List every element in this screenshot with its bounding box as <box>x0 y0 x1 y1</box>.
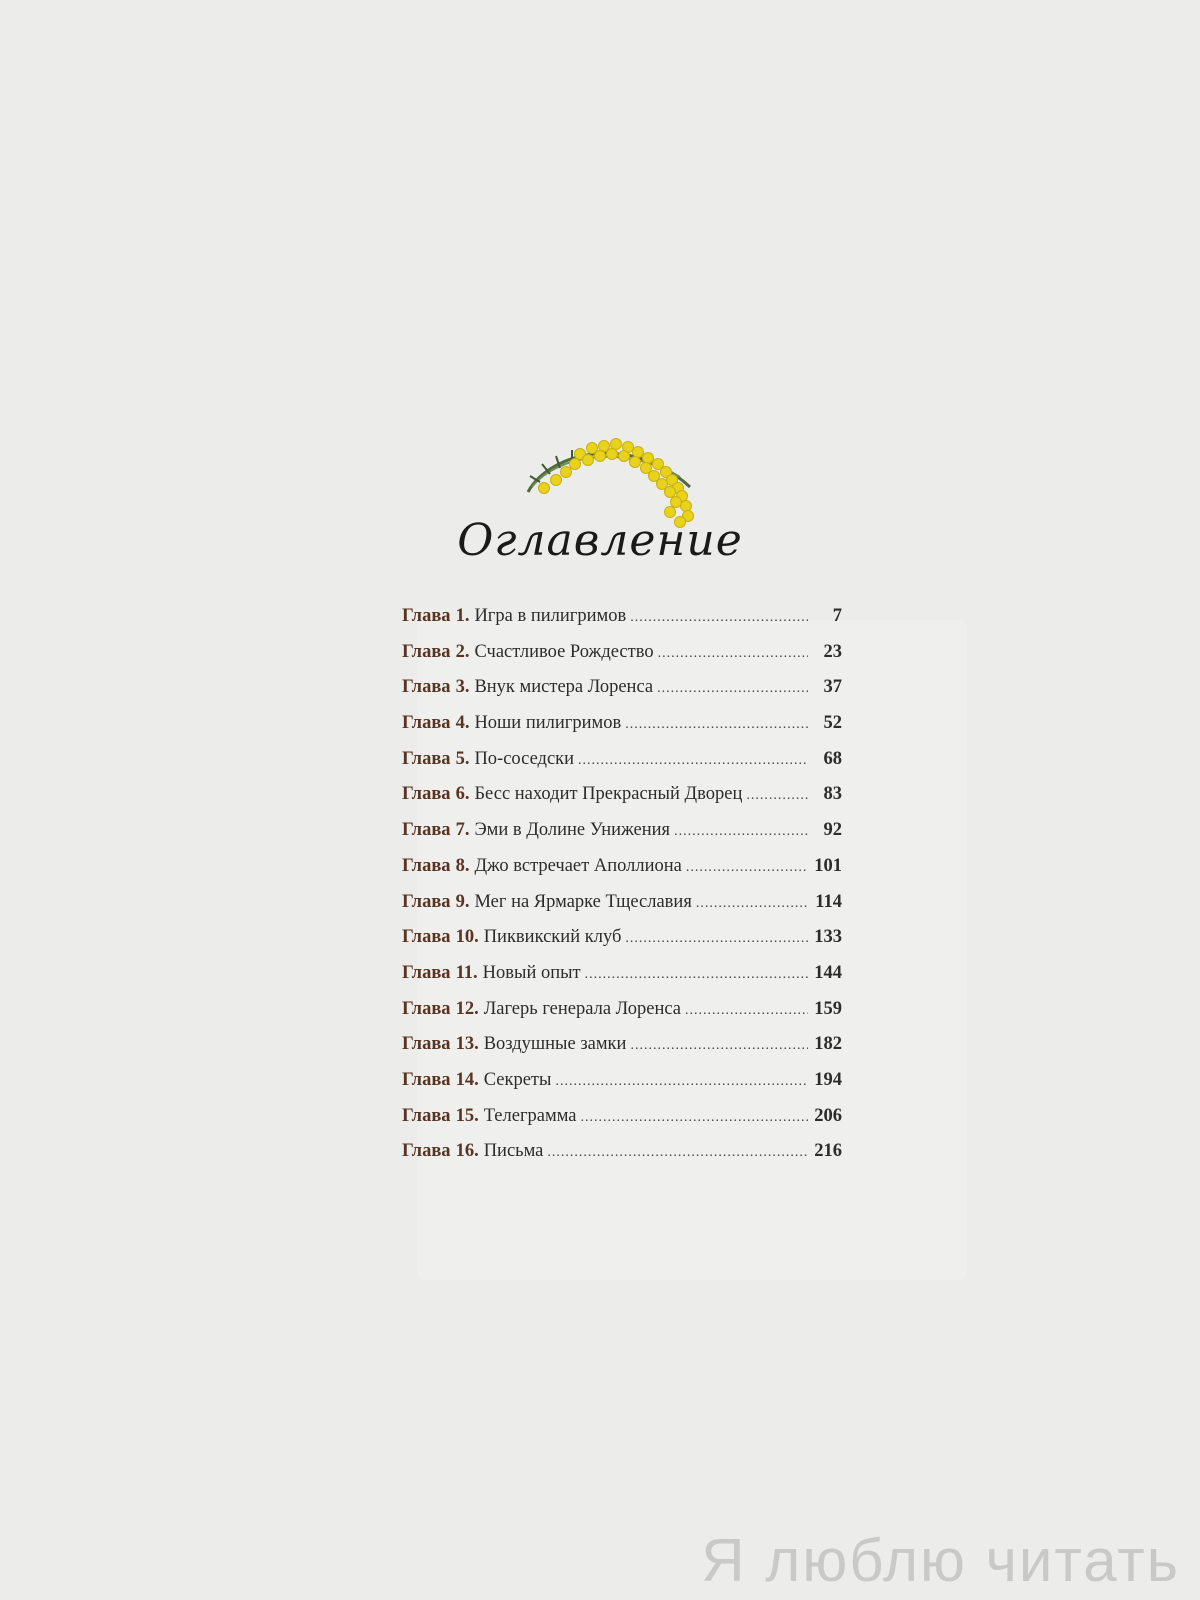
chapter-number: 8. <box>455 855 470 876</box>
page-number: 114 <box>815 891 842 912</box>
chapter-label: Глава <box>402 1069 451 1090</box>
watermark: Я люблю читать <box>701 1527 1180 1594</box>
chapter-title: Ноши пилигримов <box>474 713 622 734</box>
toc-entry[interactable] <box>402 606 842 642</box>
chapter-label: Глава <box>402 784 451 805</box>
page-number: 7 <box>832 606 842 626</box>
chapter-title: Секреты <box>483 1069 552 1090</box>
toc-entry[interactable] <box>402 677 842 713</box>
chapter-label: Глава <box>402 1105 451 1126</box>
mimosa-blossom <box>630 457 641 468</box>
dot-leader <box>555 1074 808 1090</box>
chapter-title: Бесс находит Прекрасный Дворец <box>474 784 743 805</box>
chapter-number: 3. <box>455 677 470 698</box>
mimosa-blossom <box>671 497 682 508</box>
dot-leader <box>547 1145 808 1161</box>
toc-entry[interactable] <box>402 820 842 856</box>
chapter-label: Глава <box>402 641 451 662</box>
dot-leader <box>657 681 808 697</box>
chapter-label: Глава <box>402 891 451 912</box>
chapter-title: Телеграмма <box>483 1105 577 1126</box>
mimosa-blossom <box>561 467 572 478</box>
chapter-label: Глава <box>402 606 451 626</box>
dot-leader <box>585 967 808 983</box>
page-number: 23 <box>823 641 842 662</box>
page-number: 216 <box>814 1141 842 1162</box>
mimosa-blossom <box>607 449 618 460</box>
toc-entry[interactable] <box>402 927 842 963</box>
toc-entry[interactable] <box>402 856 842 892</box>
chapter-number: 1. <box>455 606 470 626</box>
chapter-number: 13. <box>455 1034 479 1055</box>
toc-entry[interactable] <box>402 963 842 999</box>
page-number: 83 <box>823 784 842 805</box>
chapter-title: Пиквикский клуб <box>483 927 622 948</box>
chapter-title: Счастливое Рождество <box>474 641 654 662</box>
toc-entry[interactable] <box>402 642 842 678</box>
chapter-number: 9. <box>455 891 470 912</box>
toc-entry[interactable] <box>402 999 842 1035</box>
chapter-title: Лагерь генерала Лоренса <box>483 998 682 1019</box>
chapter-number: 12. <box>455 998 479 1019</box>
page-number: 182 <box>814 1034 842 1055</box>
dot-leader <box>696 896 808 912</box>
chapter-title: Новый опыт <box>482 962 581 983</box>
chapter-label: Глава <box>402 1034 451 1055</box>
page-number: 133 <box>814 927 842 948</box>
toc-entry[interactable] <box>402 1034 842 1070</box>
mimosa-blossom <box>551 475 562 486</box>
page-number: 206 <box>814 1105 842 1126</box>
page-number: 52 <box>823 713 842 734</box>
mimosa-blossom <box>665 487 676 498</box>
dot-leader <box>630 610 808 626</box>
toc-title: Оглавление <box>457 515 743 566</box>
page-number: 159 <box>814 998 842 1019</box>
dot-leader <box>625 717 808 733</box>
chapter-label: Глава <box>402 820 451 841</box>
mimosa-blossom <box>583 455 594 466</box>
toc-entry[interactable] <box>402 1070 842 1106</box>
table-of-contents <box>402 606 842 1177</box>
page-number: 194 <box>814 1069 842 1090</box>
mimosa-blossom <box>570 459 581 470</box>
chapter-number: 4. <box>455 713 470 734</box>
chapter-number: 6. <box>455 784 470 805</box>
mimosa-blossom <box>539 483 550 494</box>
chapter-number: 11. <box>455 962 478 983</box>
toc-entry[interactable] <box>402 713 842 749</box>
dot-leader <box>581 1110 809 1126</box>
toc-entry[interactable] <box>402 749 842 785</box>
chapter-label: Глава <box>402 998 451 1019</box>
chapter-number: 15. <box>455 1105 479 1126</box>
mimosa-blossom <box>633 447 644 458</box>
mimosa-blossom <box>611 439 622 450</box>
mimosa-blossom <box>643 453 654 464</box>
chapter-label: Глава <box>402 748 451 769</box>
toc-entry[interactable] <box>402 1106 842 1142</box>
mimosa-blossom <box>681 501 692 512</box>
chapter-number: 14. <box>455 1069 479 1090</box>
chapter-title: Игра в пилигримов <box>474 606 627 626</box>
chapter-label: Глава <box>402 855 451 876</box>
page-number: 37 <box>823 677 842 698</box>
chapter-number: 10. <box>455 927 479 948</box>
mimosa-blossom <box>619 451 630 462</box>
chapter-title: Внук мистера Лоренса <box>474 677 654 698</box>
chapter-title: Эми в Долине Унижения <box>474 820 671 841</box>
dot-leader <box>630 1038 808 1054</box>
dot-leader <box>685 1003 808 1019</box>
page-number: 144 <box>814 962 842 983</box>
chapter-label: Глава <box>402 927 451 948</box>
chapter-label: Глава <box>402 1141 451 1162</box>
chapter-number: 5. <box>455 748 470 769</box>
toc-entry[interactable] <box>402 1141 842 1177</box>
chapter-label: Глава <box>402 713 451 734</box>
chapter-number: 2. <box>455 641 470 662</box>
dot-leader <box>625 931 808 947</box>
chapter-number: 16. <box>455 1141 479 1162</box>
dot-leader <box>578 753 808 769</box>
dot-leader <box>674 824 808 840</box>
chapter-title: Письма <box>483 1141 544 1162</box>
dot-leader <box>746 788 808 804</box>
toc-entry[interactable] <box>402 784 842 820</box>
chapter-title: Воздушные замки <box>483 1034 627 1055</box>
chapter-title: Джо встречает Аполлиона <box>474 855 682 876</box>
dot-leader <box>658 646 808 662</box>
mimosa-blossom <box>595 451 606 462</box>
dot-leader <box>686 860 808 876</box>
chapter-title: По-соседски <box>474 748 575 769</box>
chapter-label: Глава <box>402 962 451 983</box>
page-number: 68 <box>823 748 842 769</box>
toc-entry[interactable] <box>402 892 842 928</box>
chapter-title: Мег на Ярмарке Тщеславия <box>474 891 692 912</box>
chapter-number: 7. <box>455 820 470 841</box>
chapter-label: Глава <box>402 677 451 698</box>
page-number: 92 <box>823 820 842 841</box>
page-number: 101 <box>814 855 842 876</box>
